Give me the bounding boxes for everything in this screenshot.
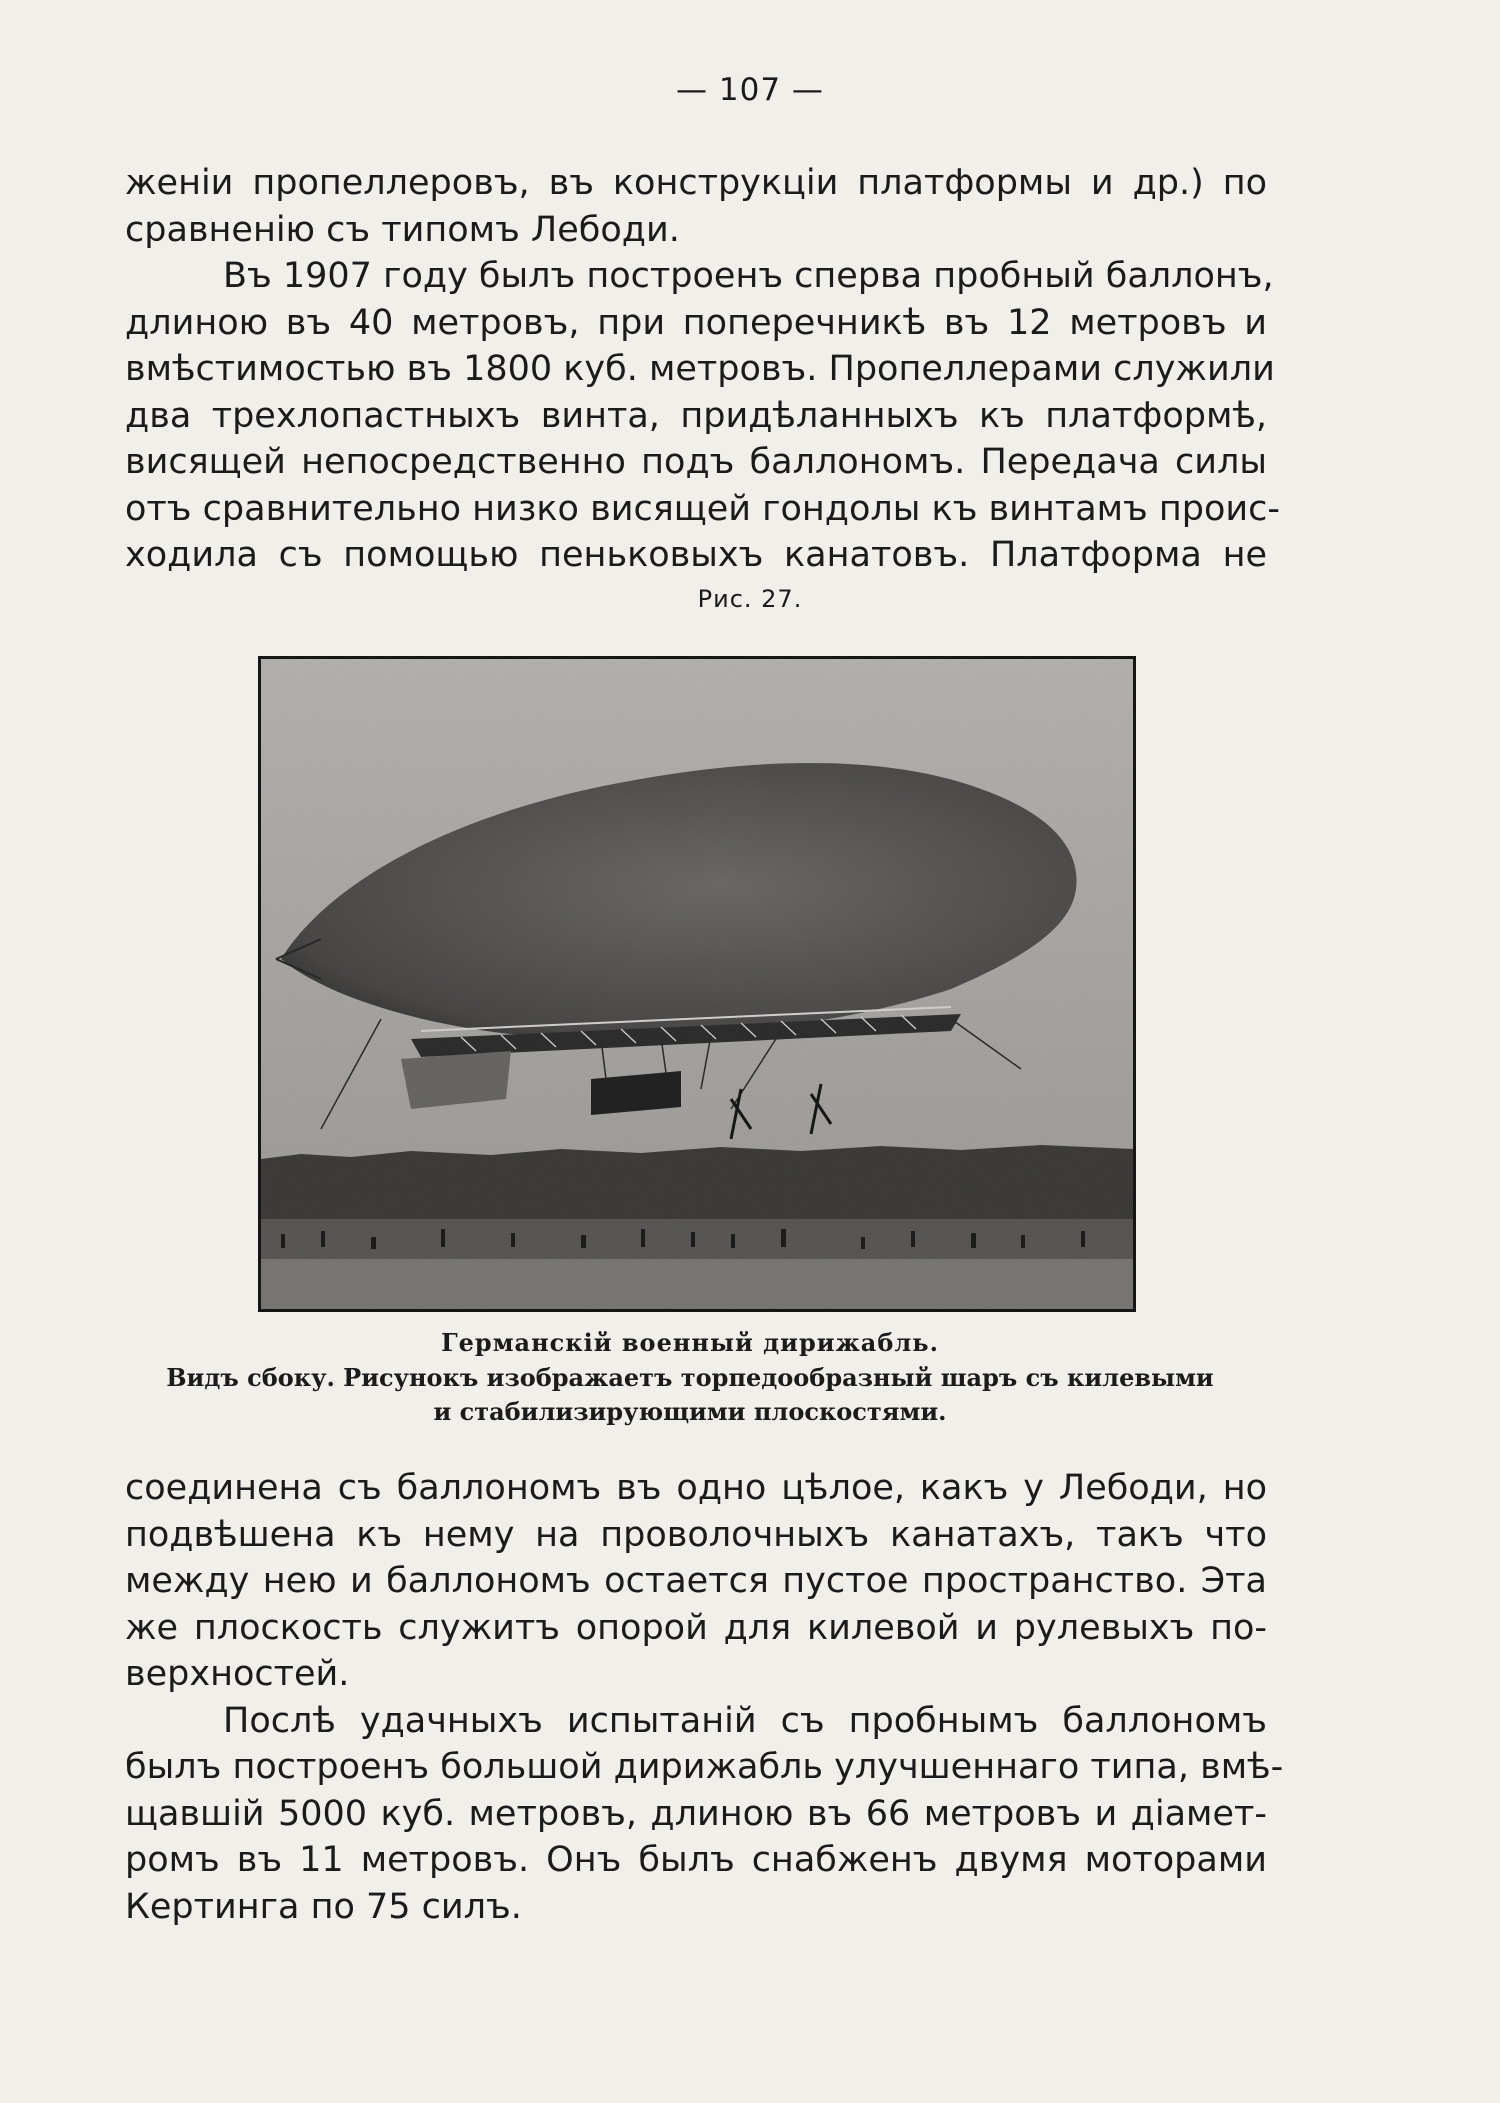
text-line: висящей непосредственно подъ баллономъ. Передача силы <box>125 442 1267 482</box>
figure-caption-title: Германскій военный дирижабль. <box>441 1328 939 1357</box>
text-line: два трехлопастныхъ винта, придѣланныхъ къ платформѣ, <box>125 395 1267 436</box>
text-line: ромъ въ 11 метровъ. Онъ былъ снабженъ двумя моторами <box>125 1840 1267 1880</box>
text-line: щавшій 5000 куб. метровъ, длиною въ 66 метровъ и діамет- <box>125 1793 1267 1834</box>
text-line: подвѣшена къ нему на проволочныхъ канатахъ, такъ что <box>125 1514 1267 1555</box>
text-line: сравненію съ типомъ Лебоди. <box>125 209 680 250</box>
top-text-block <box>125 160 1281 579</box>
text-line: женіи пропеллеровъ, въ конструкціи платформы и др.) по <box>125 163 1267 203</box>
text-line: былъ построенъ большой дирижабль улучшеннаго типа, вмѣ- <box>125 1747 1284 1787</box>
text-line: Послѣ удачныхъ испытаній съ пробнымъ баллономъ <box>223 1700 1267 1741</box>
page-number: — 107 — <box>676 72 824 108</box>
figure-caption-line: и стабилизирующими плоскостями. <box>433 1397 947 1426</box>
text-line: между нею и баллономъ остается пустое пространство. Эта <box>125 1561 1267 1601</box>
text-line: верхностей. <box>125 1654 350 1694</box>
figure-caption-line: Видъ сбоку. Рисунокъ изображаетъ торпедообразный шаръ съ килевыми <box>166 1363 1214 1392</box>
text-line: же плоскость служитъ опорой для килевой и рулевыхъ по- <box>125 1607 1267 1648</box>
bottom-text-block <box>125 1465 1284 1930</box>
text-line: Кертинга по 75 силъ. <box>125 1886 522 1927</box>
text-line: соединена съ баллономъ въ одно цѣлое, какъ у Лебоди, но <box>125 1468 1267 1508</box>
text-line: длиною въ 40 метровъ, при поперечникѣ въ 12 метровъ и <box>125 302 1267 343</box>
text-line: ходила съ помощью пеньковыхъ канатовъ. Платформа не <box>125 535 1267 575</box>
figure-label: Рис. 27. <box>697 585 803 613</box>
text-line: вмѣстимостью въ 1800 куб. метровъ. Пропеллерами служили <box>125 349 1275 389</box>
airship-photo <box>258 656 1136 1312</box>
text-line: Въ 1907 году былъ построенъ сперва пробный баллонъ, <box>223 256 1274 296</box>
text-line: отъ сравнительно низко висящей гондолы къ винтамъ проис- <box>125 488 1281 529</box>
